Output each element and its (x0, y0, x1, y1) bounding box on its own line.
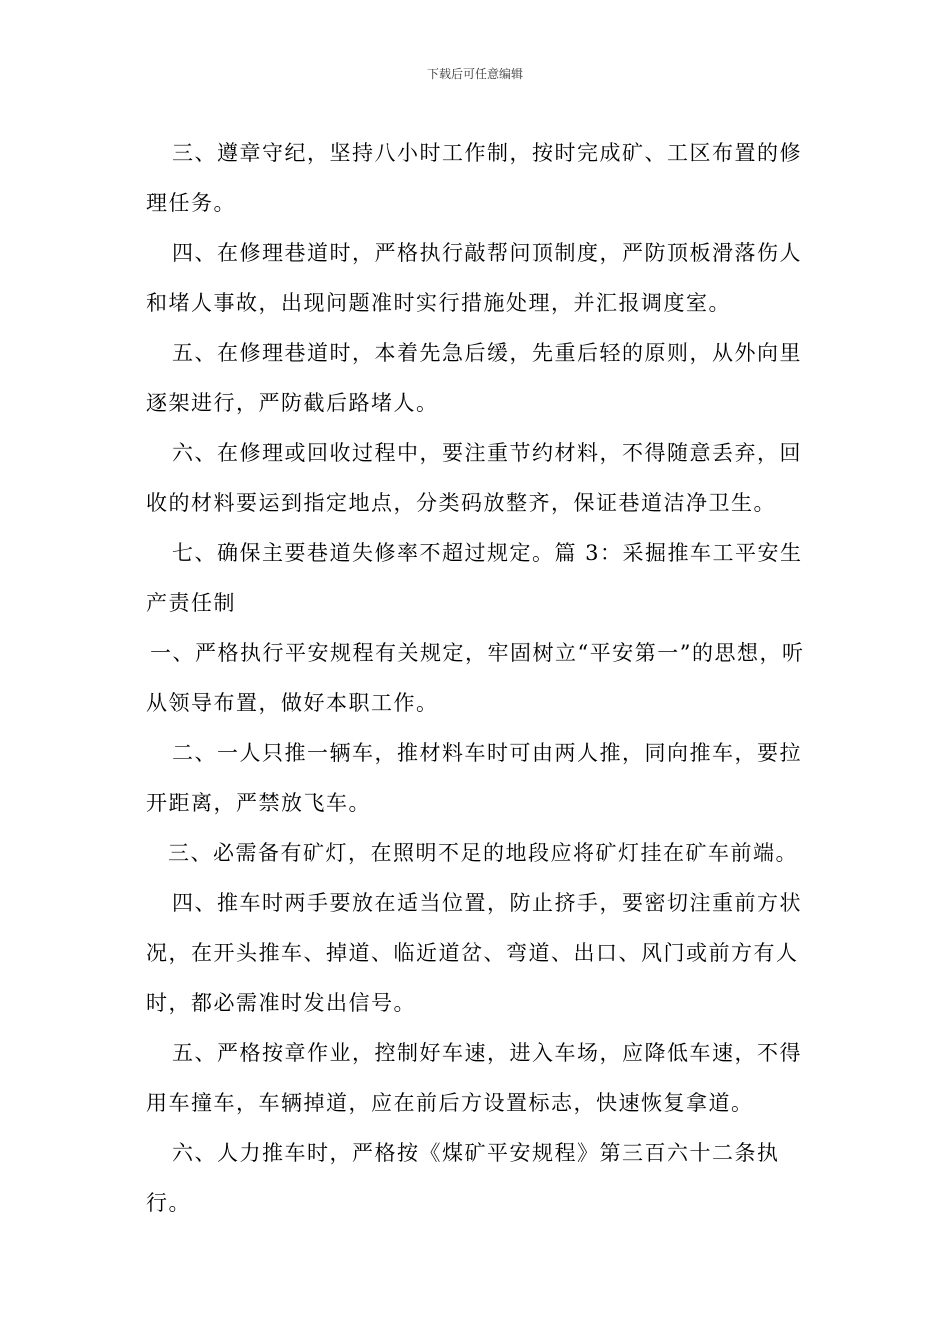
document-body (146, 128, 818, 1228)
paragraph-6-regulation: 六、人力推车时，严格按《煤矿平安规程》第三百六十二条执行。 (146, 1141, 780, 1215)
paragraph-4-roof-check: 四、在修理巷道时，严格执行敲帮问顶制度，严防顶板滑落伤人和堵人事故，出现问题准时实行措施处理，并汇报调度室。 (146, 241, 802, 315)
paragraph-2-one-cart: 二、一人只推一辆车，推材料车时可由两人推，同向推车，要拉开距离，严禁放飞车。 (146, 741, 802, 815)
paragraph-4-hand-position: 四、推车时两手要放在适当位置，防止挤手，要密切注重前方状况，在开头推车、掉道、临近道岔、弯道、出口、风门或前方有人时，都必需准时发出信号。 (146, 891, 802, 1015)
paragraph-3-repair-duty: 三、遵章守纪，坚持八小时工作制，按时完成矿、工区布置的修理任务。 (146, 141, 802, 215)
page-header: 下载后可任意编辑 (426, 67, 523, 81)
paragraph-5-speed-control: 五、严格按章作业，控制好车速，进入车场，应降低车速，不得用车撞车，车辆掉道，应在前后方设置标志，快速恢复拿道。 (146, 1041, 802, 1115)
paragraph-3-lamp: 三、必需备有矿灯，在照明不足的地段应将矿灯挂在矿车前端。 (168, 841, 798, 865)
paragraph-1-safety-first: 一、严格执行平安规程有关规定，牢固树立“平安第一”的思想，听从领导布置，做好本职工作。 (146, 641, 805, 715)
paragraph-6-material-saving: 六、在修理或回收过程中，要注重节约材料，不得随意丢弃，回收的材料要运到指定地点，分类码放整齐，保证巷道洁净卫生。 (146, 441, 802, 515)
paragraph-5-repair-order: 五、在修理巷道时，本着先急后缓，先重后轻的原则，从外向里逐架进行，严防截后路堵人。 (146, 341, 802, 415)
paragraph-7-section-3-heading: 七、确保主要巷道失修率不超过规定。篇 3：采掘推车工平安生产责任制 (146, 541, 803, 615)
